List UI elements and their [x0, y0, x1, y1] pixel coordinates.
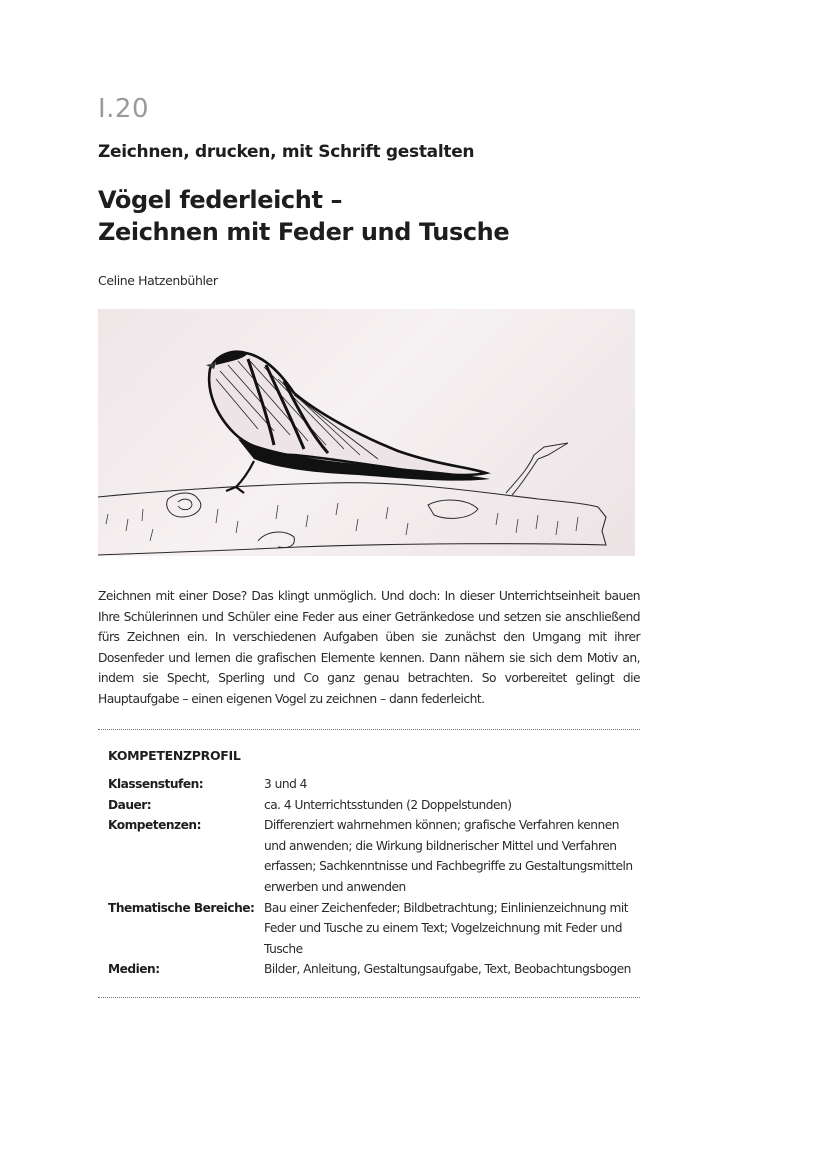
kp-value: Bilder, Anleitung, Gestaltungsaufgabe, Text, Beobachtungsbogen: [264, 962, 631, 977]
kompetenzprofil-table: [108, 774, 638, 980]
kp-label: Dauer:: [108, 797, 152, 812]
kompetenzprofil-heading: KOMPETENZPROFIL: [108, 748, 241, 763]
page-title: [98, 184, 509, 248]
author-name: Celine Hatzenbühler: [98, 273, 218, 288]
kp-row-thematische-bereiche: [108, 898, 638, 960]
kp-row-kompetenzen: [108, 815, 638, 897]
kp-label: Kompetenzen:: [108, 818, 201, 833]
kp-row-klassenstufen: [108, 774, 638, 795]
divider-bottom: [98, 997, 640, 998]
kp-value: ca. 4 Unterrichtsstunden (2 Doppelstunden): [264, 797, 512, 812]
chapter-number: I.20: [98, 94, 150, 124]
kp-row-dauer: [108, 795, 638, 816]
title-line-1: Vögel federleicht –: [98, 186, 343, 214]
kp-row-medien: [108, 959, 638, 980]
kp-value: Differenziert wahrnehmen können; grafische Verfahren kennen und anwenden; die Wirkung bildnerischer Mittel und Verfahren erfassen; Sachkenntnisse und Fachbegriffe zu Gestaltungsmitteln erwerben und anwenden: [264, 818, 633, 894]
category-heading: Zeichnen, drucken, mit Schrift gestalten: [98, 142, 475, 162]
kp-label: Klassenstufen:: [108, 777, 204, 791]
kp-label: Thematische Bereiche:: [108, 900, 255, 915]
bird-drawing-illustration: [98, 309, 635, 556]
title-line-2: Zeichnen mit Feder und Tusche: [98, 218, 510, 246]
kp-label: Medien:: [108, 962, 160, 977]
intro-paragraph: Zeichnen mit einer Dose? Das klingt unmöglich. Und doch: In dieser Unterrichtseinheit bauen Ihre Schülerinnen und Schüler eine Feder aus einer Getränkedose und setzen sie anschließend fürs Zeichnen ein. In verschiedenen Aufgaben üben sie zunächst den Umgang mit ihrer Dosenfeder und lernen die grafischen Elemente kennen. Dann nähern sie sich dem Motiv an, indem sie Specht, Sperling und Co ganz genau betrachten. So vorbereitet gelingt die Hauptaufgabe – einen eigenen Vogel zu zeichnen – dann federleicht.: [98, 589, 640, 706]
kp-value: Bau einer Zeichenfeder; Bildbetrachtung; Einlinienzeichnung mit Feder und Tusche zu einem Text; Vogelzeichnung mit Feder und Tusche: [264, 900, 628, 956]
bird-drawing-image: [98, 309, 635, 556]
kp-value: 3 und 4: [264, 777, 307, 791]
divider-top: [98, 729, 640, 730]
